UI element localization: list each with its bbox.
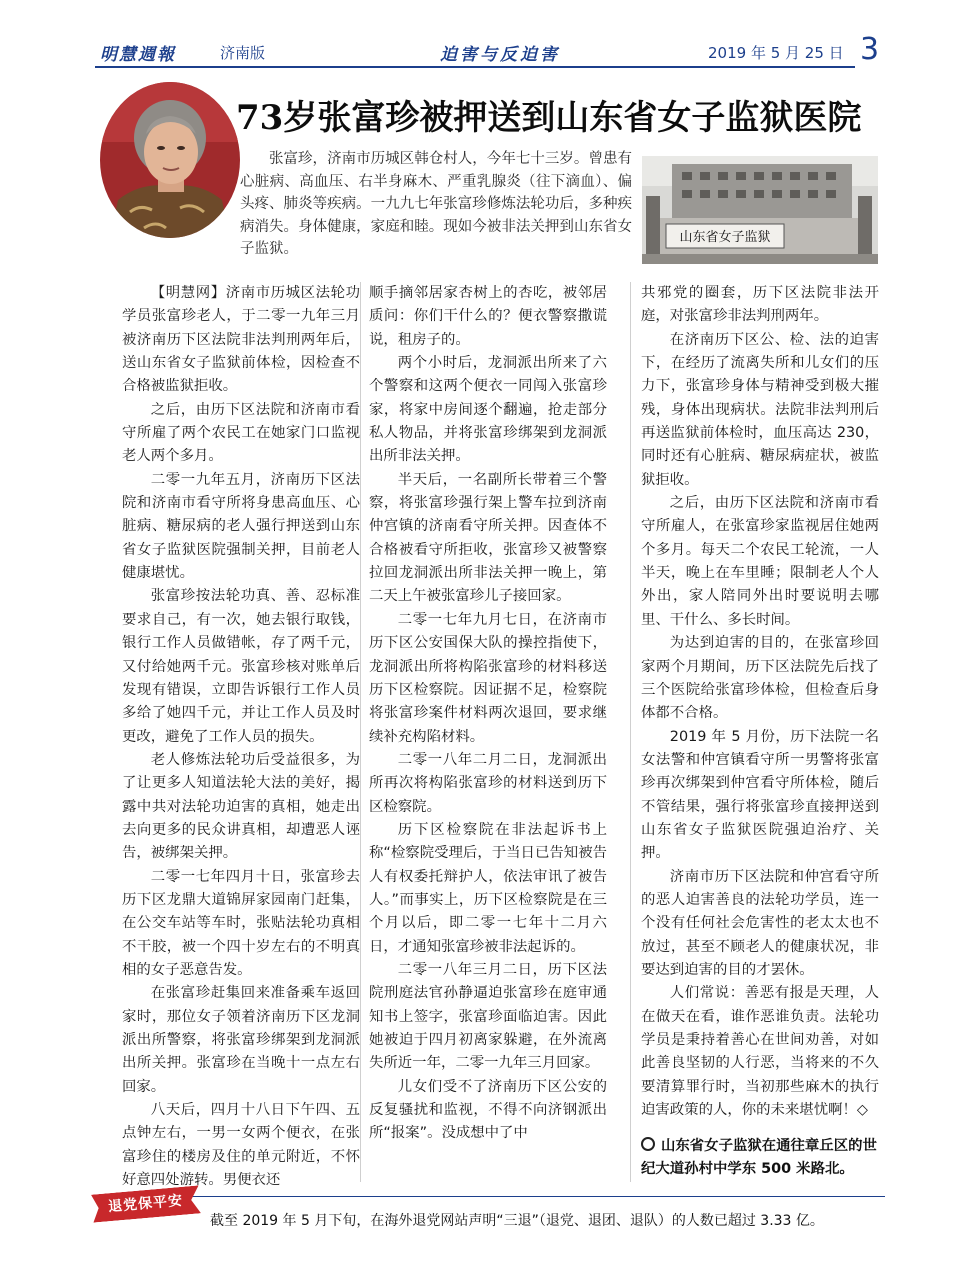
section-title: 迫害与反迫害 <box>440 45 560 65</box>
prison-sign-text: 山东省女子监狱 <box>679 230 771 245</box>
paragraph: 顺手摘邻居家杏树上的杏吃，被邻居质问：你们干什么的？便衣警察撒谎说，租房子的。 <box>369 285 607 348</box>
paragraph: 历下区检察院在非法起诉书上称“检察院受理后，于当日已告知被告人有权委托辩护人，依法审讯了被告人。”而事实上，历下区检察院是在三个月以后，即二零一七年十二月六日，才通知张富珍被非法起诉的。 <box>369 821 607 955</box>
header-rule <box>95 66 855 68</box>
article-column-3 <box>641 282 879 1122</box>
column-divider <box>630 282 631 1182</box>
prison-gate-photo <box>642 156 878 264</box>
footer-badge-label: 退党保平安 <box>107 1192 184 1216</box>
paragraph: 二零一七年四月十日，张富珍去历下区龙鼎大道锦屏家园南门赶集，在公交车站等车时，张贴法轮功真相不干胶，被一个四十岁左右的不明真相的女子恶意告发。 <box>122 868 360 978</box>
paragraph: 在济南历下区公、检、法的迫害下，在经历了流离失所和儿女们的压力下，张富珍身体与精神受到极大摧残，身体出现病状。法院非法判刑后再送监狱前体检时，血压高达 230，同时还有心脏病、糖尿病症状，被监狱拒收。 <box>641 331 879 488</box>
issue-date: 2019 年 5 月 25 日 <box>708 44 844 62</box>
paragraph: 共邪党的圈套，历下区法院非法开庭，对张富珍非法判刑两年。 <box>641 285 879 325</box>
page-number: 3 <box>860 32 880 67</box>
edition-label: 济南版 <box>220 44 266 62</box>
paragraph: 半天后，一名副所长带着三个警察，将张富珍强行架上警车拉到济南仲宫镇的济南看守所关押。因查体不合格被看守所拒收，张富珍又被警察拉回龙洞派出所非法关押一晚上，第二天上午被张富珍儿子接回家。 <box>369 471 607 605</box>
article-intro: 张富珍，济南市历城区韩仓村人，今年七十三岁。曾患有心脏病、高血压、右半身麻木、严重乳腺炎（往下滴血）、偏头疼、肺炎等疾病。一九九七年张富珍修炼法轮功后，多种疾病消失。身体健康，家庭和睦。现如今被非法关押到山东省女子监狱。 <box>240 151 632 257</box>
masthead: 明慧週報 <box>100 45 176 65</box>
paragraph: 【明慧网】济南市历城区法轮功学员张富珍老人，于二零一九年三月被济南历下区法院非法判刑两年后，送山东省女子监狱前体检，因检查不合格被监狱拒收。 <box>122 285 360 395</box>
paragraph: 人们常说：善恶有报是天理，人在做天在看，谁作恶谁负责。法轮功学员是秉持着善心在世间劝善，对如此善良坚韧的人行恶，当将来的不久要清算罪行时，当初那些麻木的执行迫害政策的人，你的未来堪忧啊！◇ <box>641 985 879 1119</box>
paragraph: 八天后，四月十八日下午四、五点钟左右，一男一女两个便衣，在张富珍住的楼房及住的单元附近，不怀好意四处游转。男便衣还 <box>122 1102 360 1189</box>
paragraph: 两个小时后，龙洞派出所来了六个警察和这两个便衣一同闯入张富珍家，将家中房间逐个翻遍，抢走部分私人物品，并将张富珍绑架到龙洞派出所非法关押。 <box>369 355 607 465</box>
photo-caption <box>641 1135 889 1182</box>
paragraph: 之后，由历下区法院和济南市看守所雇了两个农民工在她家门口监视老人两个多月。 <box>122 401 360 465</box>
article-column-1 <box>122 282 360 1192</box>
article-headline: 73岁张富珍被押送到山东省女子监狱医院 <box>236 98 862 138</box>
paragraph: 济南市历下区法院和仲宫看守所的恶人迫害善良的法轮功学员，连一个没有任何社会危害性的老太太也不放过，甚至不顾老人的健康状况，非要达到迫害的目的才罢休。 <box>641 868 879 978</box>
paragraph: 二零一九年五月，济南历下区法院和济南市看守所将身患高血压、心脏病、糖尿病的老人强行押送到山东省女子监狱医院强制关押，目前老人健康堪忧。 <box>122 471 360 582</box>
bullet-circle-icon <box>641 1137 655 1151</box>
caption-text: 山东省女子监狱在通往章丘区的世纪大道孙村中学东 500 米路北。 <box>641 1138 877 1178</box>
article-column-2 <box>369 282 607 1146</box>
paragraph: 张富珍按法轮功真、善、忍标准要求自己，有一次，她去银行取钱，银行工作人员做错帐，存了两千元，又付给她两千元。张富珍核对账单后发现有错误，立即告诉银行工作人员多给了她四千元，并让工作人员及时更改，避免了工作人员的损失。 <box>122 588 360 745</box>
paragraph: 二零一七年九月七日，在济南市历下区公安国保大队的操控指使下，龙洞派出所将构陷张富珍的材料移送历下区检察院。因证据不足，检察院将张富珍案件材料两次退回，要求继续补充构陷材料。 <box>369 611 607 745</box>
portrait-photo <box>100 82 240 238</box>
paragraph: 2019 年 5 月份，历下法院一名女法警和仲宫镇看守所一男警将张富珍再次绑架到仲宫看守所体检，随后不管结果，强行将张富珍直接押送到山东省女子监狱医院强迫治疗、关押。 <box>641 728 879 862</box>
paragraph: 为达到迫害的目的，在张富珍回家两个月期间，历下区法院先后找了三个医院给张富珍体检，但检查后身体都不合格。 <box>641 635 879 722</box>
column-divider <box>360 282 361 1182</box>
paragraph: 老人修炼法轮功后受益很多，为了让更多人知道法轮大法的美好，揭露中共对法轮功迫害的真相，她走出去向更多的民众讲真相，却遭恶人诬告，被绑架关押。 <box>122 751 360 862</box>
paragraph: 儿女们受不了济南历下区公安的反复骚扰和监视，不得不向济钢派出所“报案”。没成想中了中 <box>369 1078 607 1142</box>
paragraph: 在张富珍赶集回来准备乘车返回家时，那位女子领着济南历下区龙洞派出所警察，将张富珍绑架到龙洞派出所关押。张富珍在当晚十一点左右回家。 <box>122 985 360 1095</box>
paragraph: 二零一八年二月二日，龙洞派出所再次将构陷张富珍的材料送到历下区检察院。 <box>369 751 607 815</box>
paragraph: 二零一八年三月二日，历下区法院刑庭法官孙静逼迫张富珍在庭审通知书上签字，张富珍面临迫害。因此她被迫于四月初离家躲避，在外流离失所近一年，二零一九年三月回家。 <box>369 961 607 1072</box>
footer-notice: 截至 2019 年 5 月下旬，在海外退党网站声明“三退”（退党、退团、退队）的人数已超过 3.33 亿。 <box>210 1213 824 1229</box>
footer-rule <box>95 1196 885 1197</box>
paragraph: 之后，由历下区法院和济南市看守所雇人，在张富珍家监视居住她两个多月。每天二个农民工轮流，一人半天，晚上在车里睡；限制老人个人外出，家人陪同外出时要说明去哪里、干什么、多长时间。 <box>641 495 879 628</box>
